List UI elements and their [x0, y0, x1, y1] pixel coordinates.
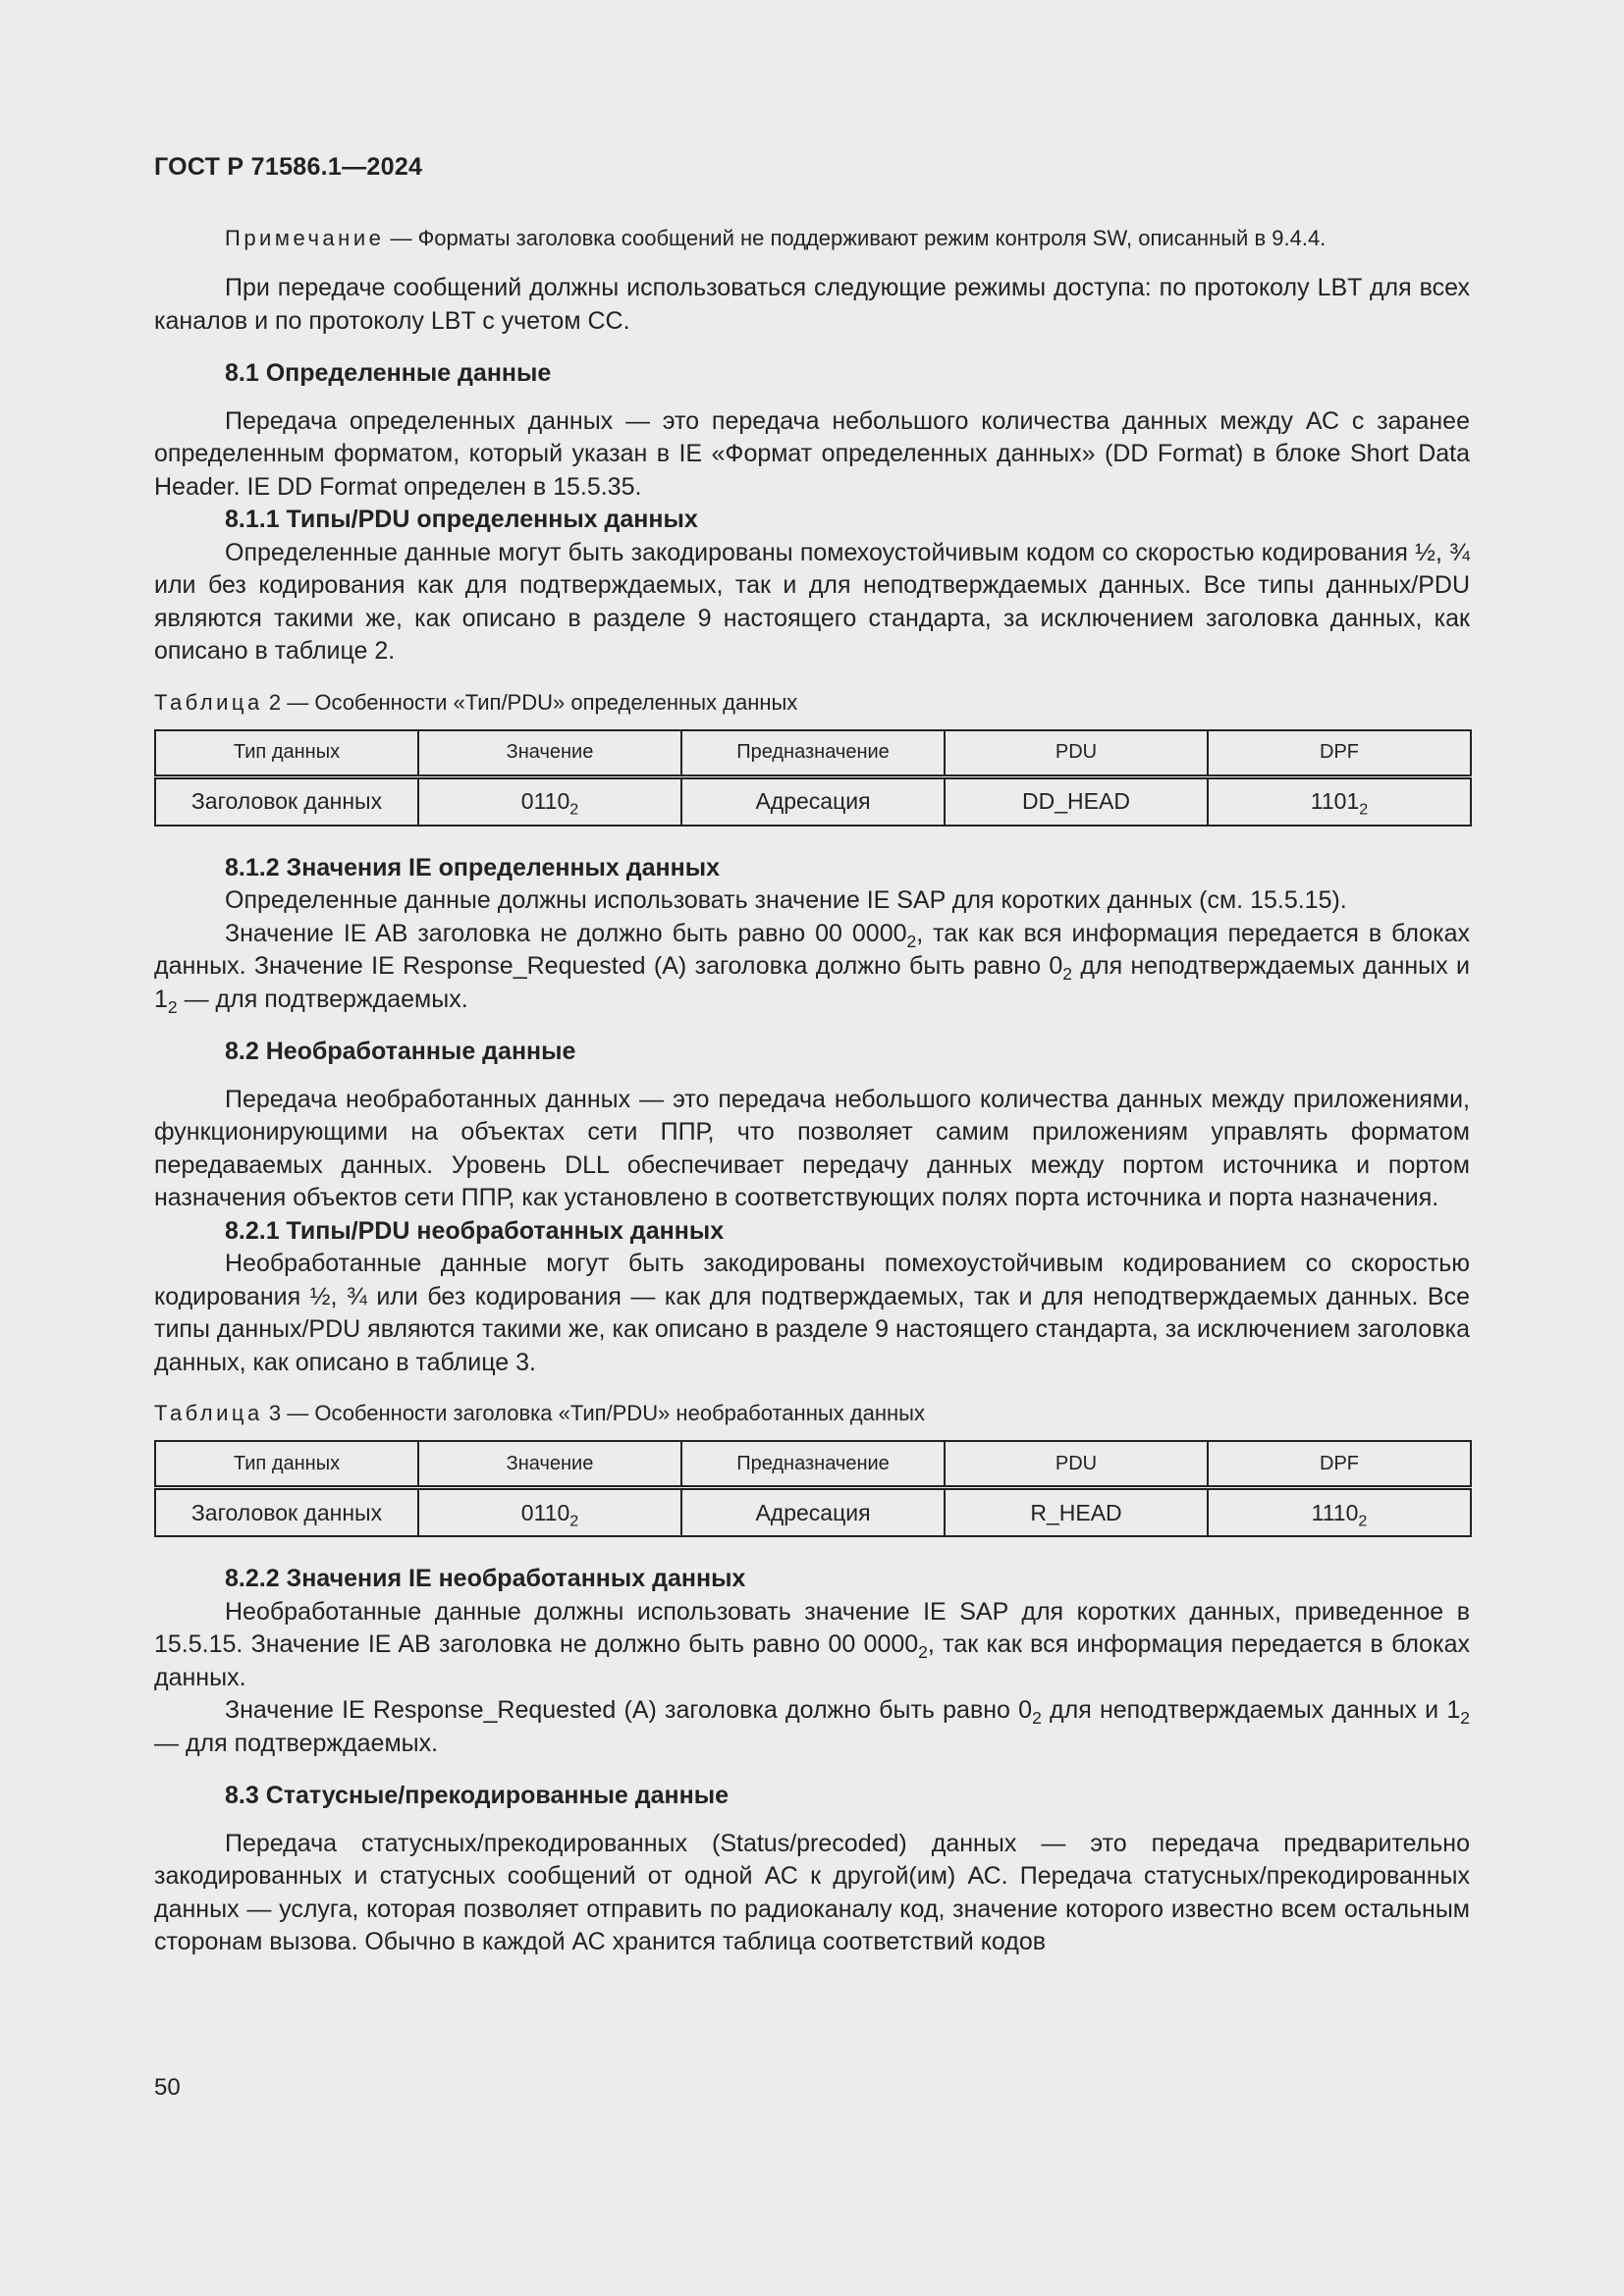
section-8-1-paragraph: Передача определенных данных — это передача небольшого количества данных между АС с заранее определенным форматом, который указан в IE «Формат определенных данных» (DD Format) в блоке Short Data Header. IE DD Format определен в 15.5.35.: [154, 406, 1470, 501]
section-8-1-2-paragraph-2: [154, 918, 1470, 1017]
table-cell-type: Заголовок данных: [155, 776, 418, 826]
table-cell-pdu: DD_HEAD: [945, 776, 1208, 826]
table-2-caption: [154, 688, 1470, 717]
table-header-cell: Тип данных: [155, 1441, 418, 1488]
document-header: ГОСТ Р 71586.1—2024: [154, 153, 423, 181]
table-cell-value: [418, 1488, 681, 1537]
table-header-cell: PDU: [945, 1441, 1208, 1488]
table-2-label: Таблица: [154, 689, 263, 715]
page-body: [154, 147, 1470, 1959]
table-3-caption-text: 3 — Особенности заголовка «Тип/PDU» необработанных данных: [262, 1401, 925, 1425]
table-cell-dpf: [1208, 776, 1471, 826]
subscript: 2: [1460, 1708, 1470, 1729]
table-cell-pdu: R_HEAD: [945, 1488, 1208, 1537]
table-header-cell: DPF: [1208, 730, 1471, 777]
note-paragraph: [154, 224, 1470, 252]
section-8-2-2-paragraph-2: [154, 1694, 1470, 1760]
subscript: 2: [906, 931, 917, 951]
section-heading-8-1-1: 8.1.1 Типы/PDU определенных данных: [225, 506, 698, 533]
table-header-cell: Значение: [418, 730, 681, 777]
subscript: 2: [918, 1642, 928, 1663]
section-8-3-paragraph: Передача статусных/прекодированных (Status/precoded) данных — это передача предварительно закодированных и статусных сообщений от одной АС к другой(им) АС. Передача статусных/прекодированных данных — услуга, которая позволяет отправить по радиоканалу код, значение которого известно всем остальным сторонам вызова. Обычно в каждой АС хранится таблица соответствий кодов: [154, 1829, 1470, 1955]
text-run: Необработанные данные должны использовать значение IE SAP для коротких данных, приведенное в 15.5.15. Значение IE AB заголовка не должно быть равно 00 0000: [154, 1597, 1470, 1658]
section-8-2-paragraph: Передача необработанных данных — это передача небольшого количества данных между приложениями, функционирующими на объектах сети ППР, что позволяет самим приложениям управлять форматом передаваемых данных. Уровень DLL обеспечивает передачу данных между портом источника и портом назначения объектов сети ППР, как установлено в соответствующих полях порта источника и порта назначения.: [154, 1085, 1470, 1211]
table-cell-type: Заголовок данных: [155, 1488, 418, 1537]
text-run: , так как вся информация передается в блоках данных. Значение IE Response_Requested (A) заголовка должно быть равно 0: [154, 919, 1471, 980]
section-heading-8-3: 8.3 Статусные/прекодированные данные: [225, 1782, 730, 1809]
table-header-cell: DPF: [1208, 1441, 1471, 1488]
subscript: 2: [1032, 1708, 1042, 1729]
subscript: 2: [1062, 964, 1073, 985]
value-text: 0110: [520, 788, 570, 814]
section-8-2-1-paragraph: Необработанные данные могут быть закодированы помехоустойчивым кодированием со скоростью кодирования ½, ¾ или без кодирования — как для подтверждаемых, так и для неподтверждаемых данных. Все типы данных/PDU являются такими же, как описано в разделе 9 настоящего стандарта, за исключением заголовка данных, как описано в таблице 3.: [154, 1250, 1470, 1376]
note-text: — Форматы заголовка сообщений не поддерживают режим контроля SW, описанный в 9.4.4.: [384, 226, 1326, 250]
table-header-cell: Тип данных: [155, 730, 418, 777]
table-cell-purpose: Адресация: [681, 1488, 945, 1537]
table-cell-dpf: [1208, 1488, 1471, 1537]
text-run: для неподтверждаемых данных и 1: [154, 952, 1470, 1013]
dpf-subscript: 2: [1359, 800, 1369, 819]
table-2-caption-text: 2 — Особенности «Тип/PDU» определенных данных: [262, 689, 798, 715]
table-cell-purpose: Адресация: [681, 776, 945, 826]
value-subscript: 2: [569, 1512, 579, 1530]
text-run: Значение IE AB заголовка не должно быть равно 00 0000: [225, 919, 907, 947]
text-run: — для подтверждаемых.: [177, 985, 468, 1013]
section-heading-8-2: 8.2 Необработанные данные: [225, 1038, 576, 1065]
table-3: [154, 1440, 1472, 1537]
section-heading-8-2-2: 8.2.2 Значения IE необработанных данных: [225, 1565, 746, 1592]
table-header-row: [155, 730, 1471, 777]
dpf-subscript: 2: [1358, 1512, 1368, 1530]
table-row: [155, 776, 1471, 826]
table-header-cell: Предназначение: [681, 730, 945, 777]
table-2: [154, 729, 1472, 827]
intro-paragraph: При передаче сообщений должны использоваться следующие режимы доступа: по протоколу LBT для всех каналов и по протоколу LBT с учетом CC.: [154, 274, 1470, 335]
value-text: 0110: [520, 1499, 570, 1525]
text-run: , так как вся информация передается в блоках данных.: [154, 1630, 1470, 1691]
section-heading-8-2-1: 8.2.1 Типы/PDU необработанных данных: [225, 1216, 725, 1245]
table-3-label: Таблица: [154, 1401, 263, 1425]
dpf-text: 1110: [1311, 1499, 1359, 1525]
text-run: — для подтверждаемых.: [154, 1729, 439, 1757]
section-heading-8-1-2: 8.1.2 Значения IE определенных данных: [225, 853, 720, 881]
table-header-cell: PDU: [945, 730, 1208, 777]
note-label: Примечание: [225, 226, 385, 250]
text-run: для неподтверждаемых данных и 1: [1041, 1696, 1461, 1724]
table-cell-value: [418, 776, 681, 826]
dpf-text: 1101: [1310, 788, 1360, 814]
page-number: 50: [154, 2074, 181, 2101]
table-row: [155, 1488, 1471, 1537]
text-run: Значение IE Response_Requested (A) заголовка должно быть равно 0: [225, 1696, 1033, 1724]
table-header-cell: Предназначение: [681, 1441, 945, 1488]
table-header-cell: Значение: [418, 1441, 681, 1488]
subscript: 2: [167, 996, 178, 1017]
section-heading-8-1: 8.1 Определенные данные: [225, 359, 552, 387]
table-3-caption: [154, 1399, 1470, 1427]
section-8-1-2-paragraph-1: Определенные данные должны использовать значение IE SAP для коротких данных (см. 15.5.15).: [225, 886, 1347, 914]
section-8-1-1-paragraph: Определенные данные могут быть закодированы помехоустойчивым кодом со скоростью кодирования ½, ¾ или без кодирования как для подтверждаемых, так и для неподтверждаемых данных. Все типы данных/PDU являются такими же, как описано в разделе 9 настоящего стандарта, за исключением заголовка данных, как описано в таблице 2.: [154, 538, 1470, 665]
value-subscript: 2: [569, 800, 579, 819]
section-8-2-2-paragraph-1: [154, 1596, 1470, 1695]
table-header-row: [155, 1441, 1471, 1488]
